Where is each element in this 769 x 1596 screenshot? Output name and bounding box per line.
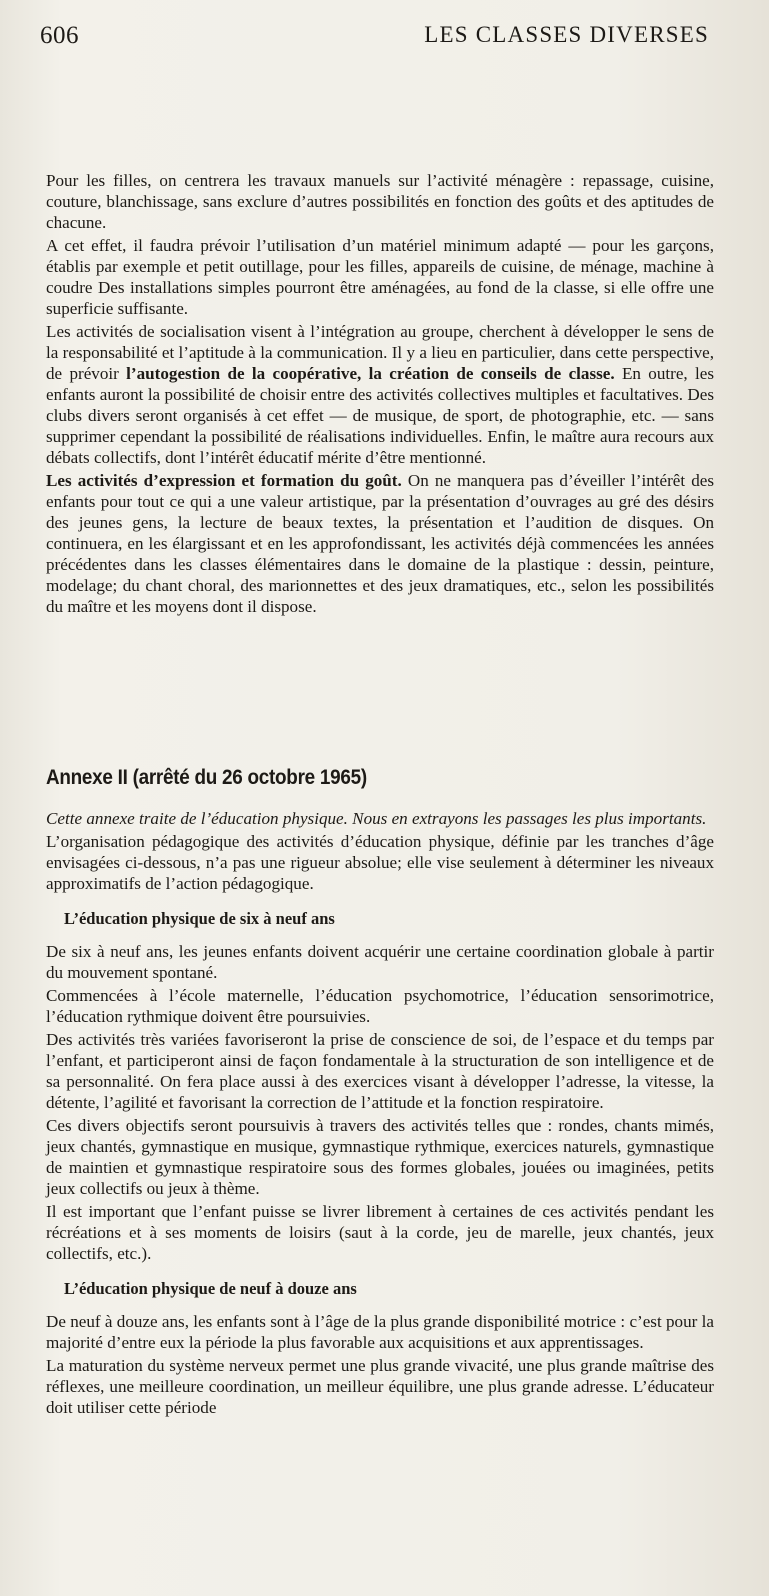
paragraph-filles: Pour les filles, on centrera les travaux manuels sur l’activité ménagère : repassage, cuisine, couture, blanchissage, sans exclure d’autres possibilités en fonction des goûts et des aptitudes de chacune. (46, 171, 714, 232)
paragraph-text: En outre, les enfants auront la possibilité de choisir entre des activités collectives multiples et facultatives. Des clubs divers seront organisés à cet effet — de musique, de sport, de photographie, etc. — sans supprimer cependant la possibilité de réalisations individuelles. Enfin, le maître aura recours aux débats collectifs, dont l’intérêt éducatif mérite d’être mentionné. (46, 364, 714, 467)
paragraph: La maturation du système nerveux permet une plus grande vivacité, une plus grande maîtrise des réflexes, une meilleure coordination, un meilleur équilibre, une plus grande adresse. L’éducateur doit utiliser cette période (46, 1356, 714, 1417)
paragraph-text: Les activités de socialisation visent à l’intégration au groupe, cherchent à développer le sens de la responsabilité et l’aptitude à la communication. Il y a lieu en particulier, dans cette perspective, de prévoir (46, 322, 714, 383)
page-header (40, 22, 709, 56)
paragraph: Ces divers objectifs seront poursuivis à travers des activités telles que : rondes, chants mimés, jeux chantés, gymnastique en musique, gymnastique rythmique, exercices naturels, gymnastique de maintien et gymnastique respiratoire sous des formes globales, jouées ou imaginées, petits jeux collectifs ou jeux à thème. (46, 1116, 714, 1198)
paragraph-materiel: A cet effet, il faudra prévoir l’utilisation d’un matériel minimum adapté — pour les garçons, établis par exemple et petit outillage, pour les filles, appareils de cuisine, de ménage, machine à coudre Des installations simples pourront être aménagées, au fond de la classe, si elle offre une superficie suffisante. (46, 236, 714, 318)
annexe-intro: Cette annexe traite de l’éducation physique. Nous en extrayons les passages les plus importants. (46, 809, 707, 828)
annexe-heading: Annexe II (arrêté du 26 octobre 1965) (46, 766, 367, 789)
subheading-neuf-douze: L’éducation physique de neuf à douze ans (64, 1279, 357, 1298)
paragraph: Il est important que l’enfant puisse se livrer librement à certaines de ces activités pendant les récréations et à ses moments de loisirs (saut à la corde, jeu de marelle, jeux chantés, jeux collectifs, etc.). (46, 1202, 714, 1263)
paragraph-organisation: L’organisation pédagogique des activités d’éducation physique, définie par les tranches d’âge envisagées ci-dessous, n’a pas une rigueur absolue; elle vise seulement à déterminer les niveaux approximatifs de l’action pédagogique. (46, 832, 714, 893)
paragraph: De six à neuf ans, les jeunes enfants doivent acquérir une certaine coordination globale à partir du mouvement spontané. (46, 942, 714, 982)
paragraph: Commencées à l’école maternelle, l’éducation psychomotrice, l’éducation sensorimotrice, l’éducation rythmique doivent être poursuivies. (46, 986, 714, 1026)
paragraph: De neuf à douze ans, les enfants sont à l’âge de la plus grande disponibilité motrice : c’est pour la majorité d’entre eux la période la plus favorable aux acquisitions et aux apprentissages. (46, 1312, 714, 1352)
paragraph: Des activités très variées favoriseront la prise de conscience de soi, de l’espace et du temps par l’enfant, et participeront ainsi de façon fondamentale à la structuration de son intelligence et de sa personnalité. On fera place aussi à des exercices visant à développer l’adresse, la vitesse, la détente, l’agilité et favorisant la correction de l’attitude et la fonction respiratoire. (46, 1030, 714, 1112)
running-title: LES CLASSES DIVERSES (424, 22, 709, 47)
paragraph-expression (46, 470, 714, 617)
paragraph-socialisation (46, 321, 714, 468)
subheading-six-neuf: L’éducation physique de six à neuf ans (64, 909, 335, 928)
emphasis-text: l’autogestion de la coopérative, la création de conseils de classe. (126, 364, 615, 383)
section-travaux-activites (46, 170, 714, 619)
emphasis-text: Les activités d’expression et formation du goût. (46, 471, 402, 490)
section-annexe (46, 808, 714, 1420)
page-number: 606 (40, 22, 79, 49)
paragraph-text: On ne manquera pas d’éveiller l’intérêt des enfants pour tout ce qui a une valeur artistique, par la présentation d’ouvrages au gré des désirs des jeunes gens, la lecture de beaux textes, la présentation et l’audition de disques. On continuera, en les élargissant et en les approfondissant, les activités déjà commencées les années précédentes dans les classes élémentaires dans le domaine de la plastique : dessin, peinture, modelage; du chant choral, des marionnettes et des jeux dramatiques, etc., selon les possibilités du maître et les moyens dont il dispose. (46, 471, 714, 616)
